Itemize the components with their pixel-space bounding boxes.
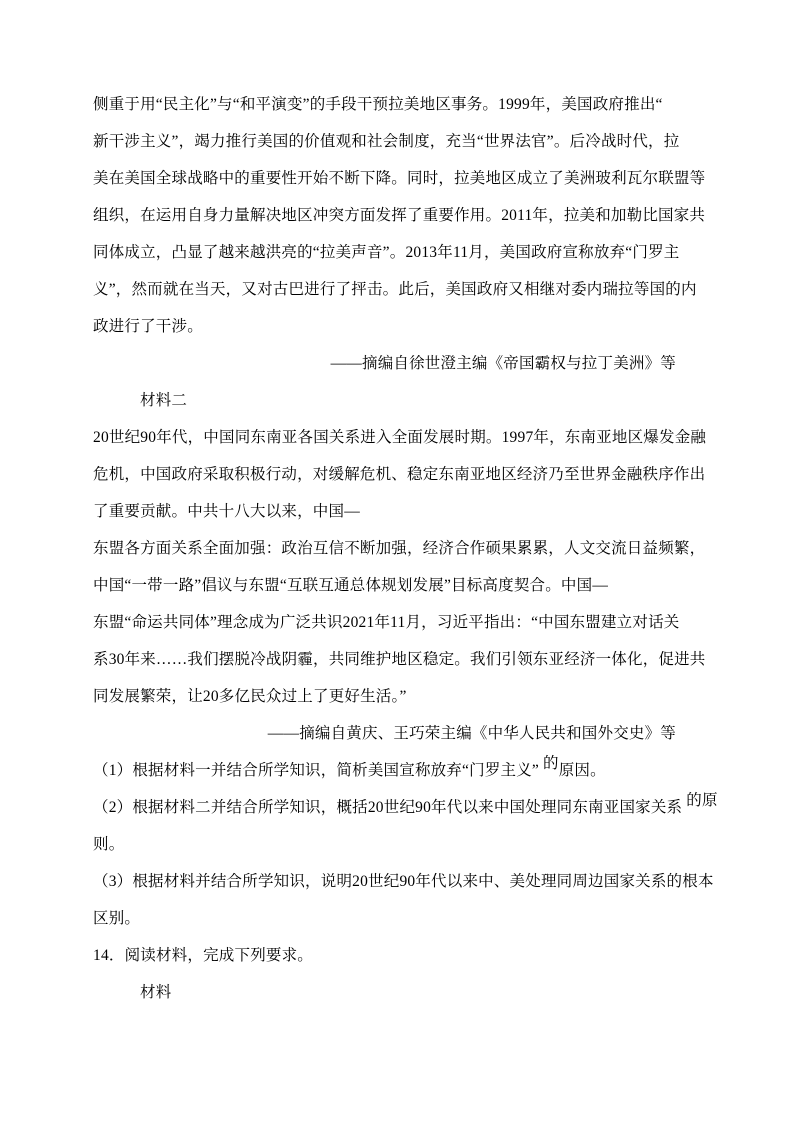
material2-line: 系30年来……我们摆脱冷战阴霾，共同维护地区稳定。我们引领东亚经济一体化，促进共 (93, 651, 706, 668)
question-2-text: （2）根据材料二并结合所学知识，概括20世纪90年代以来中国处理同东南亚国家关系 (93, 799, 683, 816)
material1-line: 侧重于用“民主化”与“和平演变”的手段干预拉美地区事务。1999年，美国政府推出“ (93, 96, 663, 113)
material2-line: 20世纪90年代，中国同东南亚各国关系进入全面发展时期。1997年，东南亚地区爆发金融 (93, 429, 707, 446)
question-14-label: 14．阅读材料，完成下列要求。 (93, 947, 314, 964)
material1-line: 美在美国全球战略中的重要性开始不断下降。同时，拉美地区成立了美洲玻利瓦尔联盟等 (93, 170, 706, 187)
material2-line: 危机，中国政府采取积极行动，对缓解危机、稳定东南亚地区经济乃至世界金融秩序作出 (93, 466, 706, 483)
material2-heading: 材料二 (140, 392, 188, 409)
material2-attribution: ——摘编自黄庆、王巧荣主编《中华人民共和国外交史》等 (267, 725, 676, 742)
material2-line: 同发展繁荣，让20多亿民众过上了更好生活。” (93, 688, 407, 705)
question-1 (93, 752, 713, 789)
material2-line: 东盟“命运共同体”理念成为广泛共识2021年11月，习近平指出：“中国东盟建立对话关 (93, 614, 680, 631)
material2-line: 东盟各方面关系全面加强：政治互信不断加强，经济合作硕果累累，人文交流日益频繁， (93, 540, 706, 557)
question-1-superscript: 的 (543, 755, 559, 772)
material2-line: 中国“一带一路”倡议与东盟“互联互通总体规划发展”目标高度契合。中国— (93, 577, 609, 594)
material1-line: 同体成立，凸显了越来越洪亮的“拉美声音”。2013年11月，美国政府宣称放弃“门罗主 (93, 244, 680, 261)
question-3-continuation: 区别。 (93, 910, 141, 927)
material1-attribution: ——摘编自徐世澄主编《帝国霸权与拉丁美洲》等 (330, 355, 676, 372)
material1-line: 组织，在运用自身力量解决地区冲突方面发挥了重要作用。2011年，拉美和加勒比国家共 (93, 207, 706, 224)
question-2 (93, 789, 718, 826)
question-3: （3）根据材料并结合所学知识，说明20世纪90年代以来中、美处理同周边国家关系的根本 (93, 873, 714, 890)
material2-line: 了重要贡献。中共十八大以来，中国— (93, 503, 360, 520)
material1-line: 新干涉主义”，竭力推行美国的价值观和社会制度，充当“世界法官”。后冷战时代，拉 (93, 133, 680, 150)
question-1-tail: 原因。 (558, 762, 606, 779)
material-next-heading: 材料 (140, 984, 172, 1001)
material1-line: 政进行了干涉。 (93, 318, 203, 335)
material1-line: 义”，然而就在当天，又对古巴进行了抨击。此后，美国政府又相继对委内瑞拉等国的内 (93, 281, 697, 298)
question-2-superscript: 的原 (686, 792, 718, 809)
question-1-text: （1）根据材料一并结合所学知识，简析美国宣称放弃“门罗主义” (93, 762, 540, 779)
document-content (93, 86, 718, 1011)
question-2-continuation: 则。 (93, 836, 125, 853)
